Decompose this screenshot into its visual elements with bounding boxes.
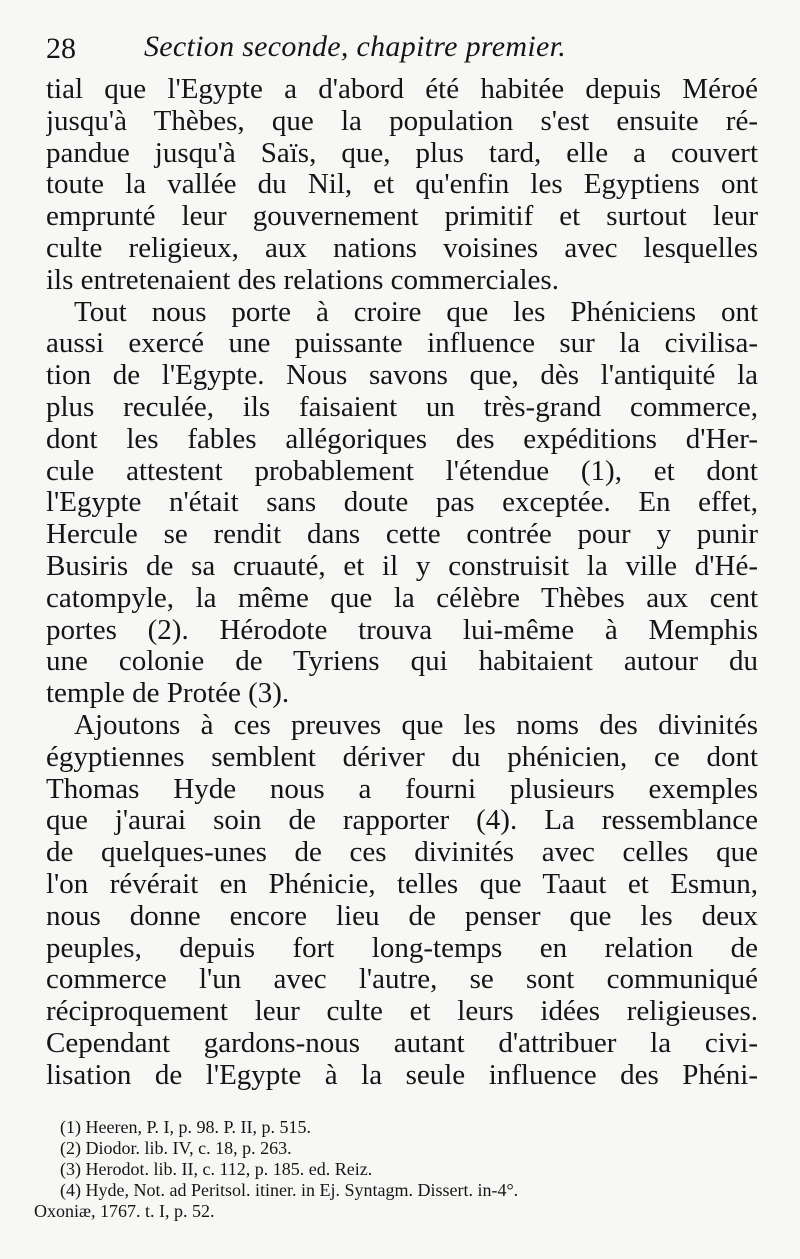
- footnote-1: (1) Heeren, P. I, p. 98. P. II, p. 515.: [60, 1117, 311, 1137]
- text-line: catompyle, la même que la célèbre Thèbes aux cent: [46, 582, 758, 614]
- paragraph-start-line: Ajoutons à ces preuves que les noms des divinités: [74, 709, 758, 741]
- body-text: [46, 74, 758, 1092]
- text-line: pandue jusqu'à Saïs, que, plus tard, elle a couvert: [46, 137, 758, 169]
- text-line: commerce l'un avec l'autre, se sont communiqué: [46, 964, 758, 996]
- page-number: 28: [46, 32, 76, 65]
- running-title: Section seconde, chapitre premier.: [144, 30, 567, 63]
- text-line: de quelques-unes de ces divinités avec celles que: [46, 837, 758, 869]
- text-line: ils entretenaient des relations commerciales.: [46, 264, 559, 296]
- text-line: lisation de l'Egypte à la seule influence des Phéni-: [46, 1059, 758, 1091]
- text-line: peuples, depuis fort long-temps en relation de: [46, 932, 758, 964]
- text-line: portes (2). Hérodote trouva lui-même à Memphis: [46, 614, 758, 646]
- text-line: tion de l'Egypte. Nous savons que, dès l'antiquité la: [46, 360, 758, 392]
- text-line: égyptiennes semblent dériver du phénicien, ce dont: [46, 741, 758, 773]
- text-line: Hercule se rendit dans cette contrée pour y punir: [46, 519, 758, 551]
- text-line: cule attestent probablement l'étendue (1), et dont: [46, 455, 758, 487]
- page-header: [40, 28, 760, 74]
- text-line: emprunté leur gouvernement primitif et surtout leur: [46, 201, 758, 233]
- text-line: dont les fables allégoriques des expéditions d'Her-: [46, 423, 758, 455]
- text-line: jusqu'à Thèbes, que la population s'est ensuite ré-: [46, 105, 758, 137]
- text-line: toute la vallée du Nil, et qu'enfin les Egyptiens ont: [46, 169, 758, 201]
- text-line: que j'aurai soin de rapporter (4). La ressemblance: [46, 805, 758, 837]
- text-line: nous donne encore lieu de penser que les deux: [46, 900, 758, 932]
- text-line: culte religieux, aux nations voisines avec lesquelles: [46, 232, 758, 264]
- footnote-4: (4) Hyde, Not. ad Peritsol. itiner. in Ej. Syntagm. Dissert. in-4°.: [60, 1180, 519, 1200]
- text-line: tial que l'Egypte a d'abord été habitée depuis Méroé: [46, 74, 758, 105]
- footnote-4-continuation: Oxoniæ, 1767. t. I, p. 52.: [34, 1201, 215, 1221]
- text-line: l'on révérait en Phénicie, telles que Taaut et Esmun,: [46, 868, 758, 900]
- paragraph-start-line: Tout nous porte à croire que les Phéniciens ont: [74, 296, 758, 328]
- text-line: plus reculée, ils faisaient un très-grand commerce,: [46, 391, 758, 423]
- text-line: temple de Protée (3).: [46, 678, 290, 710]
- text-line: réciproquement leur culte et leurs idées religieuses.: [46, 996, 758, 1028]
- footnotes: [34, 1117, 760, 1222]
- footnote-2: (2) Diodor. lib. IV, c. 18, p. 263.: [60, 1138, 292, 1158]
- text-line: aussi exercé une puissante influence sur la civilisa-: [46, 328, 758, 360]
- text-line: Thomas Hyde nous a fourni plusieurs exemples: [46, 773, 758, 805]
- text-line: Busiris de sa cruauté, et il y construisit la ville d'Hé-: [46, 550, 758, 582]
- text-line: Cependant gardons-nous autant d'attribuer la civi-: [46, 1027, 758, 1059]
- text-line: une colonie de Tyriens qui habitaient autour du: [46, 646, 758, 678]
- footnote-3: (3) Herodot. lib. II, c. 112, p. 185. ed. Reiz.: [60, 1159, 373, 1179]
- text-line: l'Egypte n'était sans doute pas exceptée. En effet,: [46, 487, 758, 519]
